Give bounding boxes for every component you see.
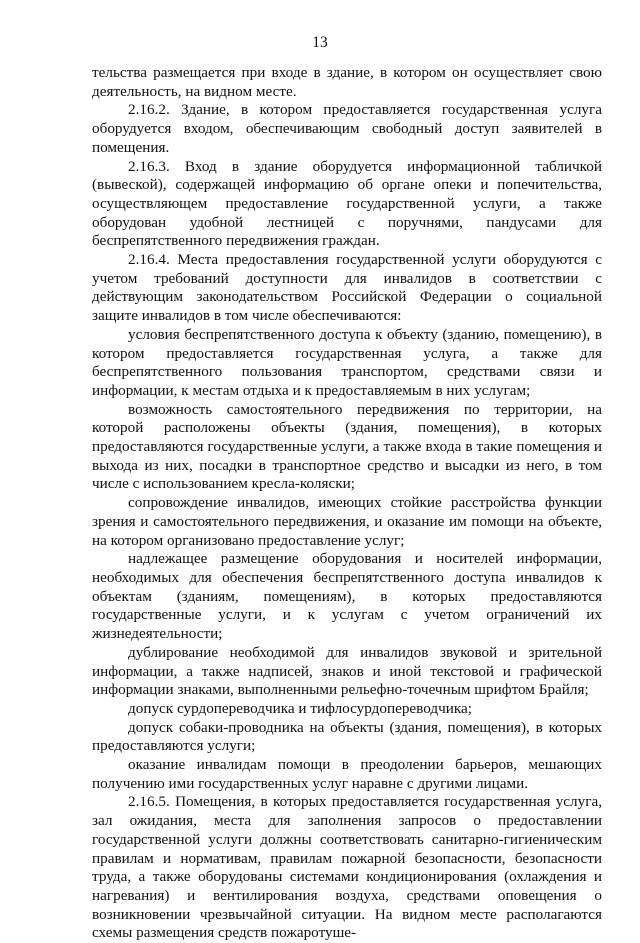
paragraph-continuation: тельства размещается при входе в здание, в котором он осуществляет свою деятельность, на видном месте. bbox=[92, 64, 602, 100]
paragraph-2-16-5: 2.16.5. Помещения, в которых предоставляется государственная услуга, зал ожидания, места для заполнения запросов о предоставлении государственной услуги должны соответствовать санитарно-гигиеническим правилам и нормативам, правилам пожарной безопасности, безопасности труда, а также оборудованы системами кондиционирования (охлаждения и нагревания) и вентилирования воздуха, средствами оповещения о возникновении чрезвычайной ситуации. На видном месте располагаются схемы размещения средств пожаротуше- bbox=[92, 793, 602, 942]
list-item-guide-dog: допуск собаки-проводника на объекты (здания, помещения), в которых предоставляются услуги; bbox=[92, 718, 602, 755]
list-item-assistance: оказание инвалидам помощи в преодолении барьеров, мешающих получению ими государственных услуг наравне с другими лицами. bbox=[92, 756, 602, 792]
list-item-duplication: дублирование необходимой для инвалидов звуковой и зрительной информации, а также надписей, знаков и иной текстовой и графической информации знаками, выполненными рельефно-точечным шрифтом Брайля; bbox=[92, 643, 602, 699]
paragraph-2-16-4: 2.16.4. Места предоставления государственной услуги оборудуются с учетом требований доступности для инвалидов в соответствии с действующим законодательством Российской Федерации о социальной защите инвалидов в том числе обеспечиваются: bbox=[92, 251, 602, 325]
page-number: 13 bbox=[312, 34, 328, 51]
document-body bbox=[92, 64, 602, 943]
list-item-equipment-placement: надлежащее размещение оборудования и носителей информации, необходимых для обеспечения беспрепятственного доступа инвалидов к объектам (зданиям, помещениям), в которых предоставляются государственные услуги, и к услугам с учетом ограничений их жизнедеятельности; bbox=[92, 550, 602, 643]
list-item-escort: сопровождение инвалидов, имеющих стойкие расстройства функции зрения и самостоятельного передвижения, и оказание им помощи на объекте, на котором организовано предоставление услуг; bbox=[92, 494, 602, 549]
list-item-interpreter: допуск сурдопереводчика и тифлосурдопереводчика; bbox=[128, 699, 472, 717]
list-item-movement: возможность самостоятельного передвижения по территории, на которой расположены объекты (здания, помещения), в которых предоставляются государственные услуги, а также входа в такие помещения и выхода из них, посадки в транспортное средство и высадки из него, в том числе с использованием кресла-коляски; bbox=[92, 400, 602, 493]
list-item-access-conditions: условия беспрепятственного доступа к объекту (зданию, помещению), в котором предоставляется государственная услуга, а также для беспрепятственного пользования транспортом, средствами связи и информации, к местам отдыха и к предоставляемым в них услугам; bbox=[92, 325, 602, 399]
paragraph-2-16-3: 2.16.3. Вход в здание оборудуется информационной табличкой (вывеской), содержащей информацию об органе опеки и попечительства, осуществляющем предоставление государственной услуги, а также оборудован удобной лестницей с поручнями, пандусами для беспрепятственного передвижения граждан. bbox=[92, 157, 602, 250]
paragraph-2-16-2: 2.16.2. Здание, в котором предоставляется государственная услуга оборудуется входом, обеспечивающим свободный доступ заявителей в помещения. bbox=[92, 101, 602, 156]
